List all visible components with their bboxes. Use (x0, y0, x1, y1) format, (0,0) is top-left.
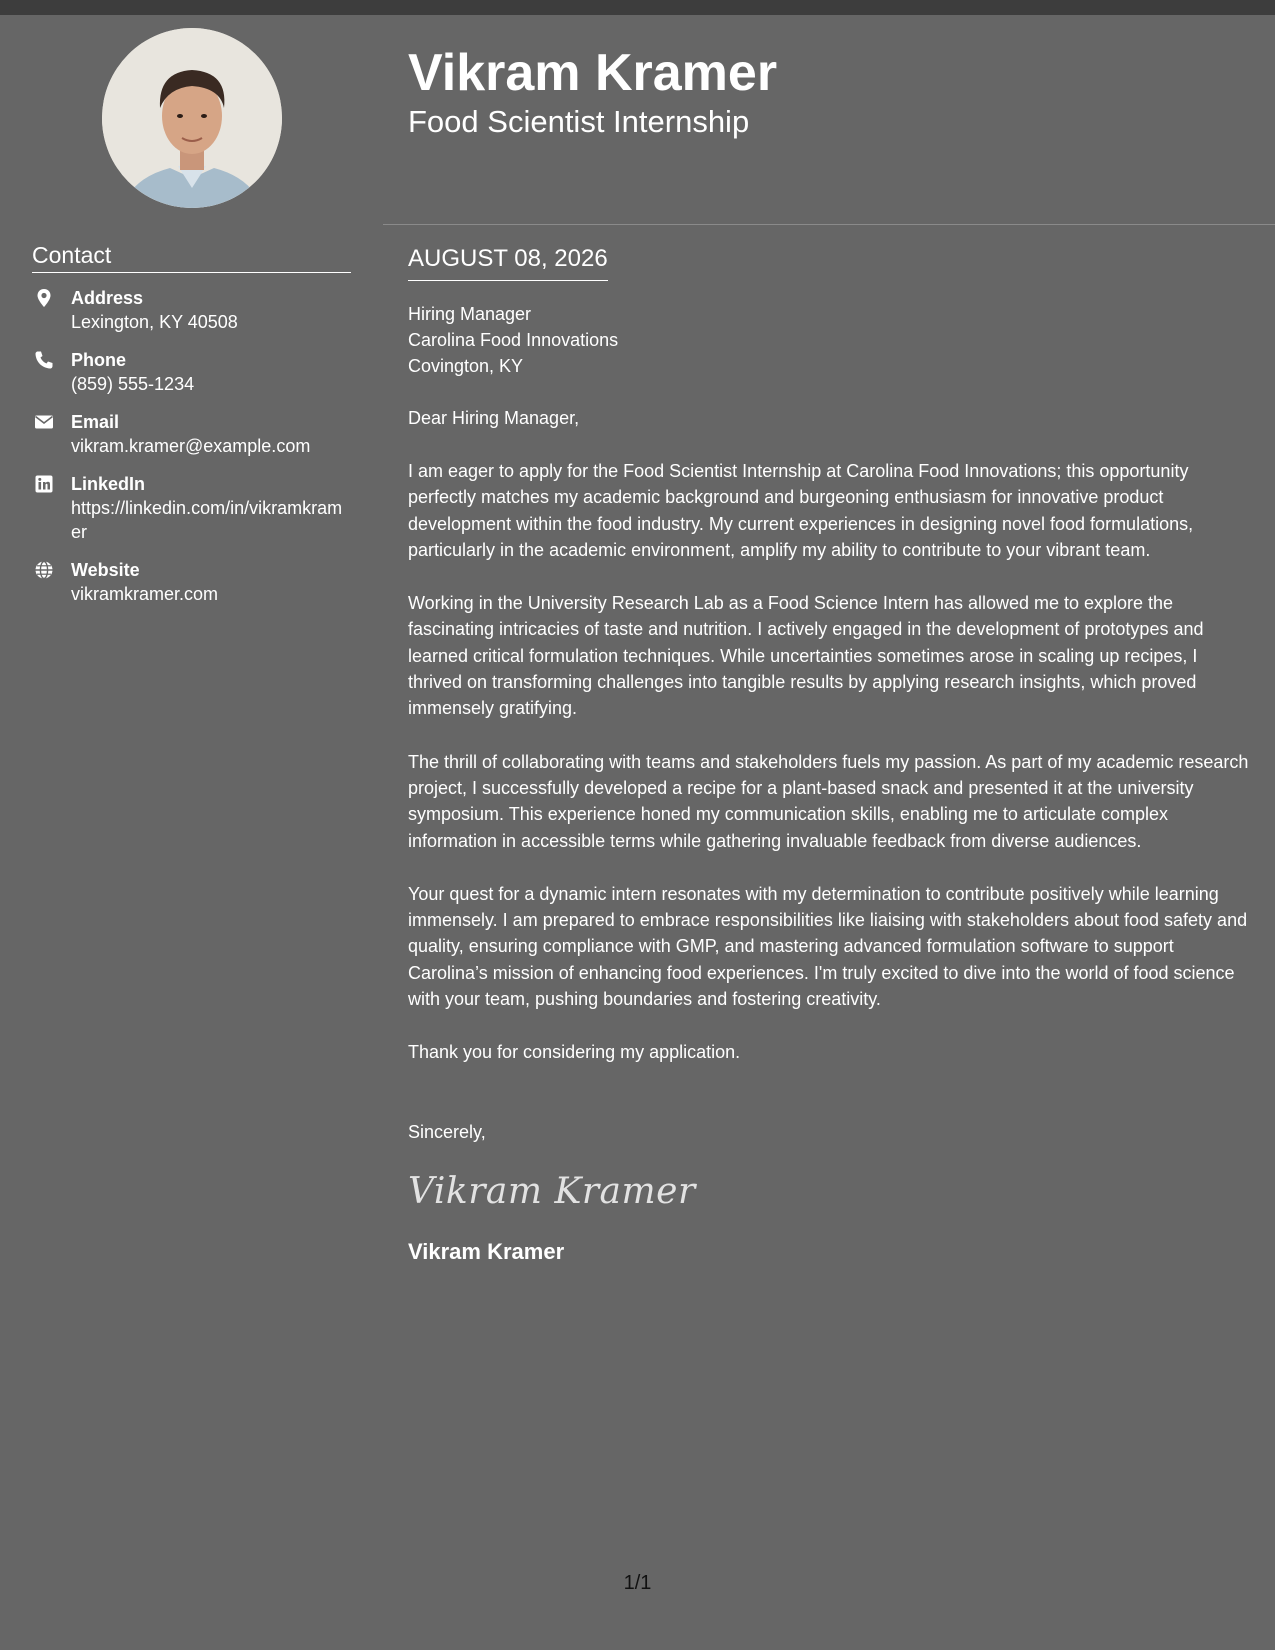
contact-item-email (32, 410, 352, 458)
applicant-name: Vikram Kramer (408, 44, 778, 102)
contact-label: LinkedIn (71, 474, 146, 494)
letter-paragraph: Working in the University Research Lab as a Food Science Intern has allowed me to explore the fascinating intricacies of taste and nutrition. I actively engaged in the development of prototypes and learned critical formulation techniques. While uncertainties sometimes arose in scaling up recipes, I thrived on transforming challenges into tangible results by applying research insights, which proved immensely gratifying. (408, 593, 1204, 719)
page-number: 1/1 (623, 1572, 652, 1594)
letter-paragraph: Your quest for a dynamic intern resonates with my determination to contribute positively while learning immensely. I am prepared to embrace responsibilities like liaising with stakeholders about food safety and quality, ensuring compliance with GMP, and mastering advanced formulation software to support Carolina’s mission of enhancing food experiences. I'm truly excited to dive into the world of food science with your team, pushing boundaries and fostering creativity. (408, 883, 1248, 1010)
recipient-title: Hiring Manager (408, 304, 532, 324)
header-divider (383, 224, 1275, 225)
contact-value: Lexington, KY 40508 (71, 312, 238, 332)
linkedin-icon (34, 474, 54, 494)
email-link[interactable]: vikram.kramer@example.com (71, 436, 311, 456)
recipient-location: Covington, KY (408, 356, 524, 376)
top-bar (0, 0, 1275, 15)
website-link[interactable]: vikramkramer.com (71, 584, 219, 604)
salutation: Dear Hiring Manager, (408, 408, 580, 428)
linkedin-link[interactable]: https://linkedin.com/in/vikramkramer (71, 498, 343, 542)
signed-name: Vikram Kramer (408, 1238, 565, 1264)
contact-item-linkedin (32, 472, 352, 544)
closing: Sincerely, (408, 1121, 486, 1142)
contact-value: (859) 555-1234 (71, 374, 195, 394)
location-pin-icon (34, 288, 54, 308)
contact-heading: Contact (32, 240, 351, 273)
letter-paragraph: The thrill of collaborating with teams and stakeholders fuels my passion. As part of my academic research project, I successfully developed a recipe for a plant-based snack and presented it at the university symposium. This experience honed my communication skills, enabling me to articulate complex information in accessible terms while gathering invaluable feedback from diverse audiences. (408, 751, 1249, 851)
contact-label: Email (71, 412, 120, 432)
contact-list (32, 286, 352, 620)
avatar (102, 28, 282, 208)
envelope-icon (34, 412, 54, 432)
contact-item-phone (32, 348, 352, 396)
recipient-block (408, 301, 1253, 379)
contact-label: Website (71, 560, 140, 580)
contact-item-website (32, 558, 352, 606)
globe-icon (34, 560, 54, 580)
letter-body (408, 244, 1253, 1267)
letter-paragraph: Thank you for considering my application. (408, 1042, 741, 1063)
contact-label: Address (71, 288, 144, 308)
recipient-company: Carolina Food Innovations (408, 330, 619, 350)
letter-paragraph: I am eager to apply for the Food Scientist Internship at Carolina Food Innovations; this opportunity perfectly matches my academic background and burgeoning enthusiasm for innovative product development within the food industry. My current experiences in designing novel food formulations, particularly in the academic environment, amplify my ability to contribute to your vibrant team. (408, 461, 1194, 560)
contact-item-address (32, 286, 352, 334)
signature: Vikram Kramer (408, 1170, 696, 1212)
letter-date: AUGUST 08, 2026 (408, 244, 608, 281)
contact-label: Phone (71, 350, 127, 370)
phone-icon (34, 350, 54, 370)
job-title: Food Scientist Internship (408, 104, 750, 139)
